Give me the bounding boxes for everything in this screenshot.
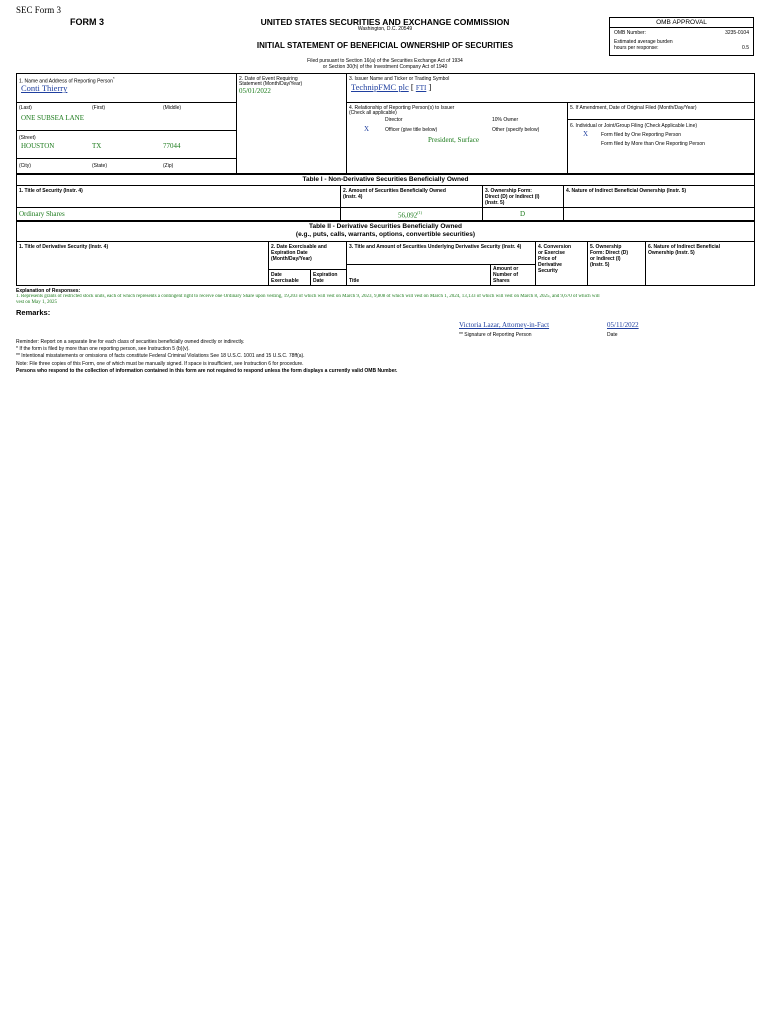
date-label: Date <box>607 332 618 338</box>
table2-col3: 3. Title and Amount of Securities Underlying Derivative Security (Instr. 4) <box>349 244 522 250</box>
footer-reminder: Reminder: Report on a separate line for each class of securities beneficially owned directly or indirectly. <box>16 339 245 345</box>
table2-title1: Table II - Derivative Securities Beneficially Owned <box>308 223 463 230</box>
table2-col6b: Ownership (Instr. 5) <box>648 250 695 256</box>
reporting-person-name[interactable]: Conti Thierry <box>21 83 68 93</box>
table2-title2: (e.g., puts, calls, warrants, options, convertible securities) <box>295 231 476 238</box>
explanation-note1: 1. Represents grants of restricted stock units, each of which represents a contingent right to receive one Ordinary Share upon vesting, 19,203 of which will vest on March 9, 2023, 9,808 of which will vest on March 1, 2024, 13,133 of which will vest on March 8, 2025, and 9,670 of which will <box>16 294 600 299</box>
table2-expiration-b: Date <box>313 278 324 284</box>
omb-burden-value: 0.5 <box>742 45 749 51</box>
omb-number-value: 3235-0104 <box>725 30 749 36</box>
table2-col6a: 6. Nature of Indirect Beneficial <box>648 244 720 250</box>
table1-col3b: Direct (D) or Indirect (I) <box>485 194 540 200</box>
state-value: TX <box>92 142 102 150</box>
sec-form-label: SEC Form 3 <box>16 5 62 15</box>
table2-col4e: Security <box>538 268 558 274</box>
table2-col4a: 4. Conversion <box>538 244 572 250</box>
box6-label: 6. Individual or Joint/Group Filing (Check Applicable Line) <box>570 123 698 129</box>
city-label: (City) <box>19 163 31 169</box>
table2-expiration-a: Expiration <box>313 272 338 278</box>
table2-col5b: Form: Direct (D) <box>590 250 629 256</box>
omb-burden-label1: Estimated average burden <box>614 39 673 45</box>
footer-note: Note: File three copies of this Form, one of which must be manually signed. If space is insufficient, see Instruction 6 for procedure. <box>16 361 304 367</box>
explanation-heading: Explanation of Responses: <box>16 288 81 294</box>
omb-approval-box <box>609 17 754 56</box>
omb-burden-label2: hours per response: <box>614 45 659 51</box>
owner10-label: 10% Owner <box>492 117 519 123</box>
issuer-line: TechnipFMC plc [ FTI ] <box>351 82 432 92</box>
footer-omb-notice: Persons who respond to the collection of information contained in this form are not required to respond unless the form displays a currently valid OMB Number. <box>16 368 398 374</box>
address-line: ONE SUBSEA LANE <box>21 114 85 122</box>
state-label: (State) <box>92 163 108 169</box>
table1-col1: 1. Title of Security (Instr. 4) <box>19 188 83 194</box>
footer-misstatements: ** Intentional misstatements or omissions of facts constitute Federal Criminal Violations See 18 U.S.C. 1001 and 15 U.S.C. 78ff(a). <box>16 353 305 359</box>
table2-col4c: Price of <box>538 256 557 262</box>
issuer-name-link[interactable]: TechnipFMC plc <box>351 82 409 92</box>
box1-label: 1. Name and Address of Reporting Person* <box>19 76 115 85</box>
officer-label: Officer (give title below) <box>385 127 438 133</box>
table1-col3c: (Instr. 5) <box>485 200 505 206</box>
signature-date: 05/11/2022 <box>607 321 639 329</box>
table1-title: Table I - Non-Derivative Securities Beneficially Owned <box>302 176 469 183</box>
first-label: (First) <box>92 105 106 111</box>
box3-label: 3. Issuer Name and Ticker or Trading Symbol <box>349 76 450 82</box>
table-row-title: Ordinary Shares <box>19 210 65 218</box>
table1-col3a: 3. Ownership Form: <box>485 188 532 194</box>
table2-col3-amount-c: Shares <box>493 278 510 284</box>
officer-checkmark: X <box>364 125 370 133</box>
other-label: Other (specify below) <box>492 127 540 133</box>
table-row-ownership-form: D <box>519 210 526 218</box>
filing-more-label: Form filed by More than One Reporting Person <box>601 141 705 147</box>
filing-one-label: Form filed by One Reporting Person <box>601 132 682 138</box>
table2-date-exercisable-b: Exercisable <box>271 278 299 284</box>
table2-col2c: (Month/Day/Year) <box>271 256 312 262</box>
zip-label: (Zip) <box>163 163 174 169</box>
omb-title: OMB APPROVAL <box>610 18 753 28</box>
table2-col4b: or Exercise <box>538 250 565 256</box>
explanation-note2: vest on May 1, 2025 <box>16 300 57 305</box>
event-date: 05/01/2022 <box>239 87 271 95</box>
form-title: FORM 3 <box>70 17 105 27</box>
table1-col2b: (Instr. 4) <box>343 194 363 200</box>
footer-multiple-persons: * If the form is filed by more than one reporting person, see Instruction 5 (b)(v). <box>16 346 190 352</box>
box2-label2: Statement (Month/Day/Year) <box>239 81 303 87</box>
officer-title: President, Surface <box>428 136 479 144</box>
table-row-amount: 56,092$^{(1)}$ <box>398 210 422 220</box>
statement-title: INITIAL STATEMENT OF BENEFICIAL OWNERSHIP OF SECURITIES <box>256 41 514 50</box>
city-value: HOUSTON <box>21 142 55 150</box>
table2-col3-title: Title <box>349 278 360 284</box>
commission-location: Washington, D.C. 20549 <box>357 26 413 32</box>
ticker-link[interactable]: FTI <box>415 84 427 92</box>
signature-name[interactable]: Victoria Lazar, Attorney-in-Fact <box>459 321 550 329</box>
table2-col3-amount-b: Number of <box>493 272 518 278</box>
table2-col2b: Expiration Date <box>271 250 308 256</box>
zip-value: 77044 <box>163 142 181 150</box>
table2-col2a: 2. Date Exercisable and <box>271 244 327 250</box>
director-label: Director <box>385 117 403 123</box>
table2-col5a: 5. Ownership <box>590 244 622 250</box>
signature-label: ** Signature of Reporting Person <box>459 332 532 338</box>
commission-title: UNITED STATES SECURITIES AND EXCHANGE COMMISSION <box>260 17 510 27</box>
filed-pursuant-line2: or Section 30(h) of the Investment Company Act of 1940 <box>322 64 448 70</box>
table2-date-exercisable-a: Date <box>271 272 282 278</box>
table1-col4: 4. Nature of Indirect Beneficial Ownership (Instr. 5) <box>566 188 687 194</box>
box5-label: 5. If Amendment, Date of Original Filed (Month/Day/Year) <box>570 105 697 111</box>
footnote-ref: (1) <box>417 210 422 215</box>
table2-col4d: Derivative <box>538 262 562 268</box>
table2-col3-amount-a: Amount or <box>493 266 519 272</box>
street-label: (Street) <box>19 135 36 141</box>
omb-number-label: OMB Number: <box>614 30 646 36</box>
remarks-heading: Remarks: <box>16 308 51 317</box>
box4-label2: (Check all applicable) <box>349 110 397 116</box>
table2-col5d: (Instr. 5) <box>590 262 610 268</box>
table2-col5c: or Indirect (I) <box>590 256 621 262</box>
middle-label: (Middle) <box>163 105 182 111</box>
table1-col2a: 2. Amount of Securities Beneficially Owned <box>343 188 446 194</box>
box4-label1: 4. Relationship of Reporting Person(s) to Issuer <box>349 105 455 111</box>
table2-col1: 1. Title of Derivative Security (Instr. 4) <box>19 244 109 250</box>
last-label: (Last) <box>19 105 32 111</box>
box2-label1: 2. Date of Event Requiring <box>239 76 298 82</box>
filing-checkmark: X <box>583 130 589 138</box>
filed-pursuant-line1: Filed pursuant to Section 16(a) of the Securities Exchange Act of 1934 <box>307 58 463 64</box>
